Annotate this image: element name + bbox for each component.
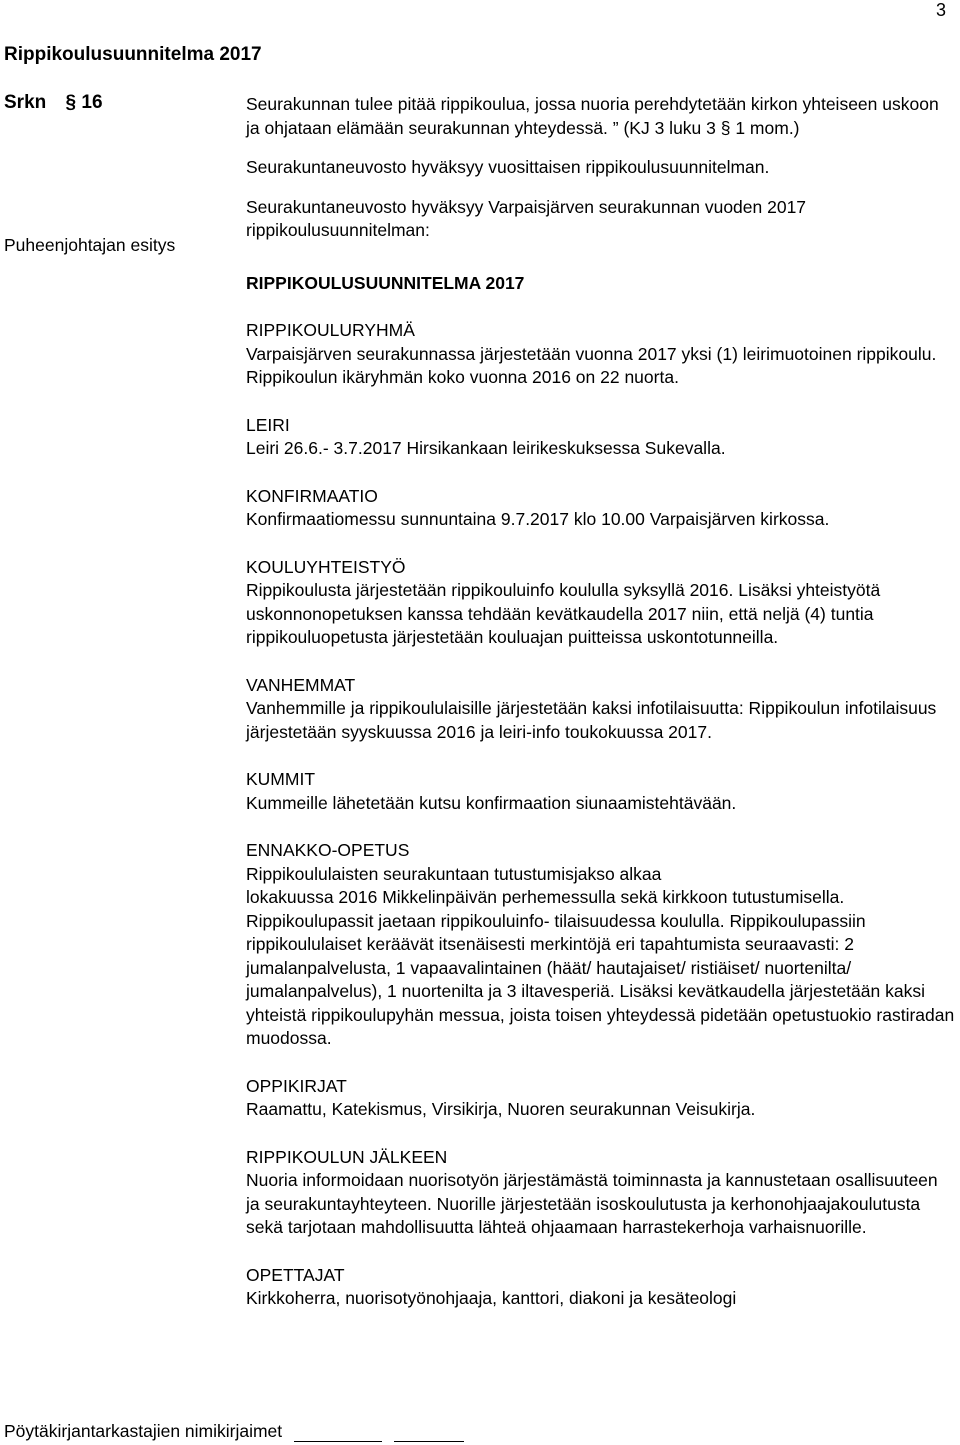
section-text: Rippikoululaisten seurakuntaan tutustumisjakso alkaa: [246, 863, 662, 884]
section-heading: ENNAKKO-OPETUS: [246, 840, 410, 860]
section-text: Rippikoulusta järjestetään rippikouluinfo koululla syksyllä 2016. Lisäksi yhteistyötä uskonnonopetuksen kanssa tehdään kevätkaudella 2017 niin, että neljä (4) tuntia rippikouluopetusta järjestetään kouluajan puitteissa uskontotunneilla.: [246, 580, 881, 647]
signature-label: Pöytäkirjantarkastajien nimikirjaimet: [4, 1421, 283, 1441]
plan-title: RIPPIKOULUSUUNNITELMA 2017: [246, 272, 525, 293]
section-ennakko-opetus: [246, 839, 956, 1051]
section-text: Leiri 26.6.- 3.7.2017 Hirsikankaan leirikeskuksessa Sukevalla.: [246, 438, 726, 458]
section-leiri: [246, 414, 956, 461]
initials-blank-1: [294, 1423, 382, 1442]
section-text: Kirkkoherra, nuorisotyönohjaaja, kanttori, diakoni ja kesäteologi: [246, 1288, 737, 1308]
section-heading: OPETTAJAT: [246, 1264, 345, 1285]
section-heading: KUMMIT: [246, 769, 316, 789]
proposal-label: Puheenjohtajan esitys: [4, 235, 176, 255]
section-rippikouluryhma: [246, 319, 956, 390]
section-heading: OPPIKIRJAT: [246, 1075, 347, 1096]
intro-paragraph: Seurakunnan tulee pitää rippikoulua, jossa nuoria perehdytetään kirkon yhteiseen uskoon ja ohjataan elämään seurakunnan yhteydessä. ” (KJ 3 luku 3 § 1 mom.): [246, 94, 939, 138]
page-number: 3: [935, 0, 946, 20]
section-opettajat: [246, 1264, 956, 1311]
section-reference: [4, 92, 103, 114]
section-heading: VANHEMMAT: [246, 674, 356, 695]
section-heading: KONFIRMAATIO: [246, 485, 378, 506]
section-text: Nuoria informoidaan nuorisotyön järjestämästä toiminnasta ja kannustetaan osallisuuteen ja seurakuntayhteyteen. Nuorille järjestetään isoskoulutusta ja kerhonohjaajakoulutusta sekä tarjotaan mahdollisuutta lähteä ohjaamaan harrastekerhoja varhaisnuorille.: [246, 1170, 938, 1237]
section-vanhemmat: [246, 674, 956, 745]
section-text: Varpaisjärven seurakunnassa järjestetään vuonna 2017 yksi (1) leirimuotoinen rippikoulu. Rippikoulun ikäryhmän koko vuonna 2016 on 22 nuorta.: [246, 343, 937, 387]
section-kummit: [246, 768, 956, 815]
section-oppikirjat: [246, 1075, 956, 1122]
section-konfirmaatio: [246, 485, 956, 532]
intro-approval-paragraph: Seurakuntaneuvosto hyväksyy vuosittaisen rippikoulusuunnitelman.: [246, 157, 770, 177]
section-rippikoulun-jalkeen: [246, 1146, 956, 1240]
section-kouluyhteistyo: [246, 556, 956, 650]
section-paragraph-number: § 16: [65, 92, 103, 113]
section-label: Srkn: [4, 92, 47, 113]
section-text: Kummeille lähetetään kutsu konfirmaation siunaamistehtävään.: [246, 792, 737, 813]
section-text: lokakuussa 2016 Mikkelinpäivän perhemessulla sekä kirkkoon tutustumisella. Rippikoulupassit jaetaan rippikouluinfo- tilaisuudessa koululla. Rippikoulupassiin rippikoululaiset keräävät itsenäisesti merkintöjä eri tapahtumista seuraavasti: 2 jumalanpalvelusta, 1 vapaavalintainen (häät/ hautajaiset/ ristiäiset/ nuortenilta/ jumalanpalvelus), 1 nuortenilta ja 3 iltavesperiä. Lisäksi kevätkaudella järjestetään kaksi yhteistä rippikoulupyhän messua, joista toisen yhteydessä pidetään opetustuokio rastiradan muodossa.: [246, 887, 955, 1048]
section-heading: LEIRI: [246, 414, 290, 435]
signature-line: [4, 1421, 464, 1442]
document-title: Rippikoulusuunnitelma 2017: [4, 44, 262, 65]
section-text: Vanhemmille ja rippikoululaisille järjestetään kaksi infotilaisuutta: Rippikoulun infotilaisuus järjestetään syyskuussa 2016 ja leiri-info toukokuussa 2017.: [246, 698, 937, 742]
main-content: [246, 93, 956, 1311]
section-heading: RIPPIKOULURYHMÄ: [246, 320, 415, 340]
section-heading: KOULUYHTEISTYÖ: [246, 556, 406, 577]
proposal-text: Seurakuntaneuvosto hyväksyy Varpaisjärven seurakunnan vuoden 2017 rippikoulusuunnitelman:: [246, 196, 807, 240]
section-text: Raamattu, Katekismus, Virsikirja, Nuoren seurakunnan Veisukirja.: [246, 1099, 756, 1119]
section-heading: RIPPIKOULUN JÄLKEEN: [246, 1146, 448, 1167]
section-text: Konfirmaatiomessu sunnuntaina 9.7.2017 klo 10.00 Varpaisjärven kirkossa.: [246, 509, 830, 529]
initials-blank-2: [394, 1423, 464, 1442]
